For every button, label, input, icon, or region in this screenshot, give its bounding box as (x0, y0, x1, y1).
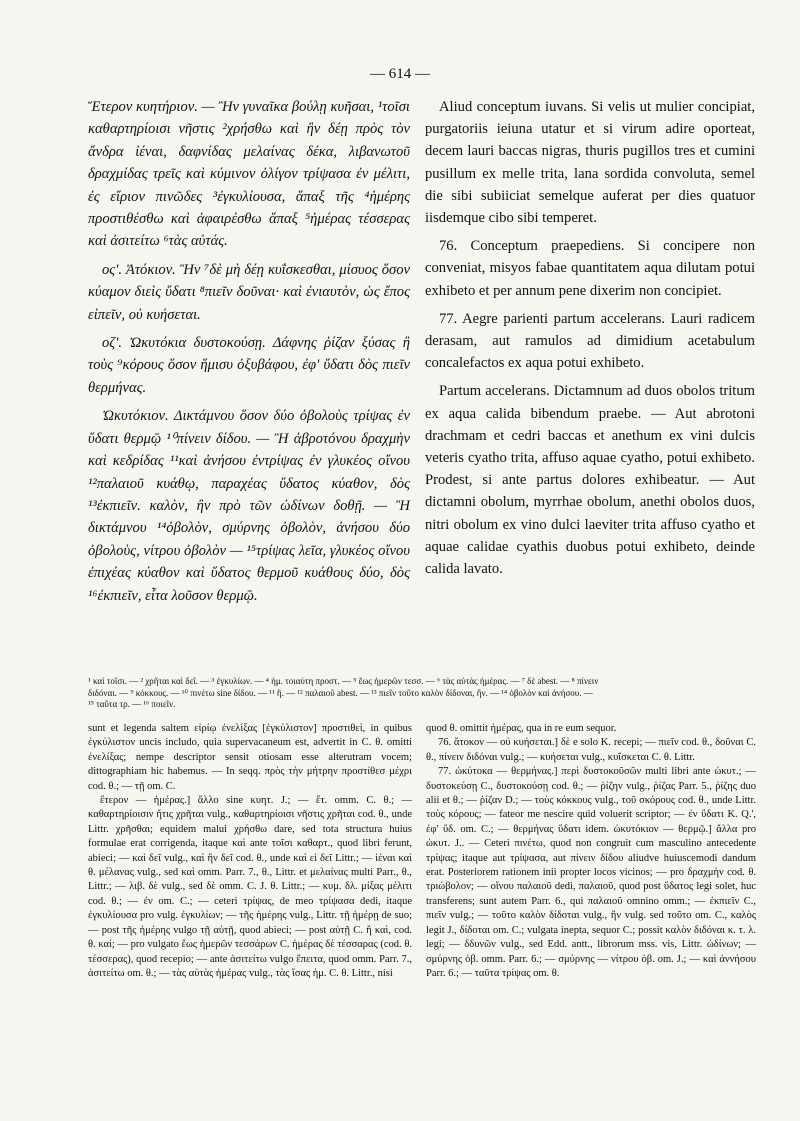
greek-paragraph: οζ'. Ὠκυτόκια δυστοκούσῃ. Δάφνης ῥίζαν ξύσας ἢ τοὺς ⁹κόρους ὅσον ἥμισυ ὀξυβάφου, ἐφ' ὕδατι δὸς πιεῖν θερμήνας. (88, 335, 410, 396)
apparatus-line: ¹ καὶ τοῖσι. — ² χρῆται καὶ δεῖ. — ³ ἐγκυλίων. — ⁴ ἡμ. τοιαύτη προστ. — ⁵ ἕως ἡμερῶν τεσσ. — ⁶ τὰς αὐτὰς ἡμέρας. — ⁷ δὲ abest. — ⁸ πίνειν (88, 676, 599, 686)
latin-paragraph: Partum accelerans. Dictamnum ad duos obolos tritum ex aqua calida bibendum praebe. — Aut abrotoni drachmam et cedri baccas et anethum ex vini dulcis veteris cyatho trita, affuso aquae cyatho, potui exhibeto. Prodest, si ante partus dolores exhibeatur. — Aut dictamni obolum, myrrhae obolum, anethi obolos duos, nitri obolum ex vino dulci laeviter trita affuso cyatho et aquae calidae cyathis duobus potui exhibeto, deinde calida lavato. (425, 383, 755, 578)
apparatus-line: διδόναι. — ⁹ κόκκους. — ¹⁰ πινέτω sine δίδου. — ¹¹ ἢ. — ¹² παλαιοῦ abest. — ¹³ πιεῖν τοῦτο καλὸν δίδοναι, ἢν. — ¹⁴ ὀβολὸν καὶ ἀνήσου. — (88, 687, 593, 698)
latin-paragraph: 77. Aegre parienti partum accelerans. Lauri radicem derasam, aut ramulos ad dimidium acetabulum concalefactos ex aqua potui exhibeto. (425, 310, 755, 372)
greek-paragraph: Ὠκυτόκιον. Δικτάμνου ὅσον δύο ὀβολοὺς τρίψας ἐν ὕδατι θερμῷ ¹⁰πίνειν δίδου. — Ἢ ἀβροτόνου δραχμὴν καὶ κεδρίδας ¹¹καὶ ἀνήσου ἐντρίψας ἐν γλυκέος οἴνου ¹²παλαιοῦ κυάθῳ, παραχέας ὕδατος κύαθον, δὸς ¹³ἐκπιεῖν. καλὸν, ἢν πρὸ τῶν ὠδίνων δοθῇ. — Ἢ δικτάμνου ¹⁴ὀβολὸν, σμύρνης ὀβολὸν, ἀνήσου δύο ὀβολοὺς, νίτρου ὀβολὸν — ¹⁵τρίψας λεῖα, γλυκέος οἴνου ἐπιχέας κύαθον καὶ ὕδατος θερμοῦ κυάθους δύο, δὸς ¹⁶ἐκπιεῖν, εἶτα λοῦσον θερμῷ. (88, 408, 410, 604)
apparatus-line: ¹⁵ ταῦτα τρ. — ¹⁶ ποιεῖν. (88, 699, 176, 709)
note-paragraph: 76. ἄτοκον — οὐ κυήσεται.] δὲ e solo K. recepi; — πιεῖν cod. θ., δοῦναι C. θ., πίνειν διδόναι vulg.; — κυήσεται vulg., κυΐσκεται C. θ. Littr. (426, 737, 756, 763)
critical-notes-left (88, 722, 412, 981)
note-paragraph: sunt et legenda saltem εἰρίῳ ἐνελίξας [ἐγκύλιστον] προστιθεὶ, in quibus ἐγκύλιστον uncis includo, quia supervacaneum est, advertit in C. θ. omitti ἐνελίξας; nempe descriptor sensit otiosam esse alterutram vocem; dittographiam hic habemus. — In seqq. πρὸς τὴν μήτρην προστίθεσ μέχρι cod. θ.; — τῇ om. C. (88, 723, 412, 792)
note-paragraph: ἕτερον — ἡμέρας.] ἄλλο sine κυητ. J.; — ἕτ. omm. C. θ.; — καθαρτηρίοισιν ἥτις χρῆται vulg., καθαρτηρίοισι νῆστις χρῆται cod. θ., unde Littr. χρῆσθαι; equidem malui χρήσθω dare, sed tota structura huius formulae erat corrigenda, itaque καὶ ante τοῖσι καθαρτ., quod libri ferunt, abieci; — καὶ δεῖ vulg., καὶ ἢν δεῖ cod. θ., unde καὶ εἰ δεῖ Littr.; — ἰέναι καὶ θ. μέλανας vulg., sed καὶ omm. Parr. 7., θ., Littr. et μελαίνας multi Parr., θ., Littr.; — λιβ. δὲ vulg., sed δὲ omm. C. J. θ. Littr.; — κυμ. δλ. μίξας μέλιτι cod. θ.; — ἐν om. C.; — ceteri τρίψας, de meo τρίψασα dedi, itaque ἐγκυλίουσα pro vulg. ἐγκυλίων; — τῆς ἡμέρης vulg., Littr. τῇ ἡμέρῃ de suo; — post τῆς ἡμέρης vulgo τῇ αὐτῇ, quod abieci; — post αὐτῇ C. ἢ καὶ, cod. θ. καί; — pro vulgato ἕως ἡμερῶν τεσσάρων C. ἡμέρας δὲ τέσσαρας (cod. θ. τέσσερας), quod recepio; — ante ἀσιτείτω vulgo ἔπειτα, quod omm. Parr. 7., ἀσιτείτω om. θ.; — τὰς αὐτὰς ἡμέρας vulg., τὰς ἴσας ἡμ. C. θ. Littr., nisi (88, 795, 412, 979)
note-paragraph: quod θ. omittit ἡμέρας, qua in re eum sequor. (426, 723, 617, 734)
latin-translation-column (425, 96, 755, 586)
latin-paragraph: Aliud conceptum iuvans. Si velis ut mulier concipiat, purgatoriis ieiuna utatur et si virum adire oporteat, decem lauri baccas nigras, thuris pugillos tres et cumini pusillum ex melle trita, lana sordida convoluta, semel die sibi subiiciat semelque auferat per dies quatuor iisdemque cibo sibi temperet. (425, 99, 755, 227)
variant-readings-apparatus (88, 676, 756, 711)
greek-paragraph: Ἕτερον κυητήριον. — Ἢν γυναῖκα βούλῃ κυῆσαι, ¹τοῖσι καθαρτηρίοισι νῆστις ²χρήσθω καὶ ἢν δέῃ πρὸς τὸν ἄνδρα ἰέναι, δαφνίδας μελαίνας δέκα, λιβανωτοῦ δραχμίδας τρεῖς καὶ κύμινον ὀλίγον τρίψασα ἐν μέλιτι, ἐς εἴριον πινῶδες ³ἐγκυλίουσα, ἅπαξ τῆς ⁴ἡμέρης προστιθέσθω καὶ ἀφαιρέσθω ἅπαξ ⁵ἡμέρας τέσσερας καὶ ἀσιτείτω ⁶τὰς αὐτάς. (88, 99, 410, 250)
note-paragraph: 77. ὠκύτοκα — θερμήνας.] περὶ δυστοκοῦσῶν multi libri ante ὠκυτ.; — δυστοκεύσῃ C., δυστοκούσῃ cod. θ.; — ῥίζην vulg., ῥίζας Parr. 5., ῥίζης duo alii et θ.; — ῥίζαν D.; — τοὺς κόκκους vulg., τοῦ σκόρους cod. θ., unde Littr. τοὺς κόρους; — fateor me nescire quid voluerit scriptor; — ἐν ὕδατι K. Q.', ἐφ' ὕδ. om. C.; — θερμήνας ὕδατι idem. ὠκυτόκιον — θερμῷ.] ἄλλα pro ὠκυτ. J.. — Ceteri πινέτω, quod non congruit cum masculino antecedente τρίψας; itaque aut τρίψασα, aut πίνειν δίδου aliudve huiuscemodi dandum erat. Posteriorem rationem inii propter locos vicinos; — pro δραχμὴν cod. θ. τριώβολον; — οἴνου παλαιοῦ dedi, παλαιοῦ, quod post ὕδατος legi solet, huc transferens; sunt autem Parr. 6., qui παλαιοῦ omnino omm.; — ἐκπιεῖν C., πιεῖν vulg.; — τοῦτο καλὸν δίδοται vulg., ἢν vulg. sed τοῦτο om. C., καλὸς legit J., δίδοται om. C.; vulgata inepta, sequor C.; possit καλὸν διδόναι κ. τ. λ. legi; — δδυνῶν vulg., sed Edd. antt., librorum mss. vis, Littr. ὠδίνων; — σμύρνης ὀβ. omm. Parr. 6.; — σμύρνης — νίτρου ὀβ. om. J.; — καὶ ἀννήσου Parr. 6.; — ταῦτα τρίψας om. θ. (426, 766, 756, 979)
page-number: — 614 — (370, 66, 430, 82)
latin-paragraph: 76. Conceptum praepediens. Si concipere non conveniat, misyos fabae quantitatem aqua dilutam potui exhibeto et per annum pene dixerim non concipiet. (425, 238, 755, 299)
greek-text-column (88, 96, 410, 613)
critical-notes-right (426, 722, 756, 981)
greek-paragraph: ος'. Ἀτόκιον. Ἢν ⁷δὲ μὴ δέῃ κυΐσκεσθαι, μίσυος ὅσον κύαμον διεὶς ὕδατι ⁸πιεῖν δοῦναι· καὶ ἐνιαυτὸν, ὡς ἔπος εἰπεῖν, οὐ κυήσεται. (88, 261, 410, 323)
